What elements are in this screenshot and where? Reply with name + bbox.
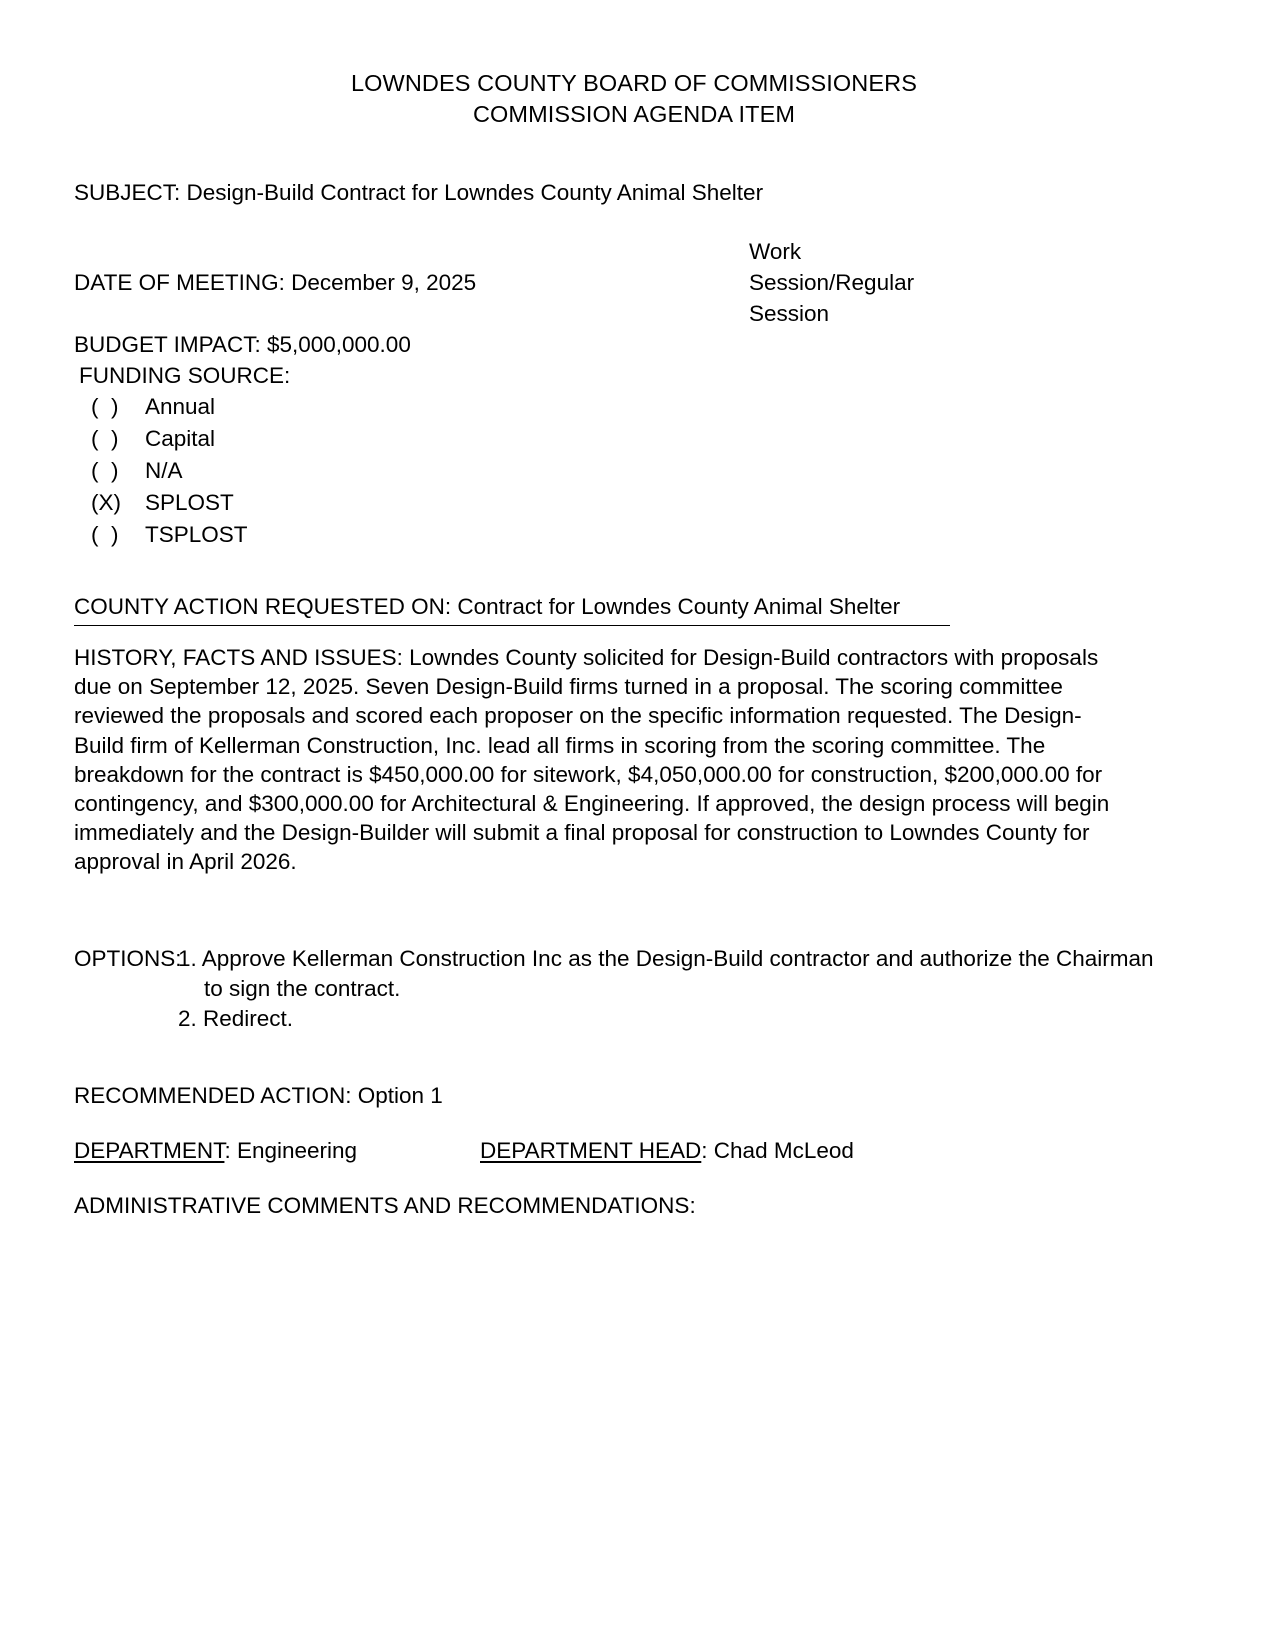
county-action-requested-line: COUNTY ACTION REQUESTED ON: Contract for Lowndes County Animal Shelter xyxy=(74,591,1194,626)
funding-option-annual[interactable] xyxy=(74,391,1194,423)
funding-checkbox-annual[interactable]: ( ) xyxy=(91,394,119,419)
department-head-value: : Chad McLeod xyxy=(701,1137,854,1163)
options-label: OPTIONS: xyxy=(74,945,182,971)
options-body xyxy=(74,944,1158,1034)
header-line-2: COMMISSION AGENDA ITEM xyxy=(472,101,796,127)
session-type-line-1: Work xyxy=(749,239,802,264)
funding-option-label-na: N/A xyxy=(145,458,183,483)
administrative-comments-label: ADMINISTRATIVE COMMENTS AND RECOMMENDATIONS: xyxy=(74,1192,696,1218)
funding-option-label-tsplost: TSPLOST xyxy=(145,522,248,547)
document-content xyxy=(74,0,1194,1221)
funding-source-label: FUNDING SOURCE: xyxy=(79,363,291,388)
department-head-field xyxy=(480,1135,854,1166)
date-of-meeting-line: DATE OF MEETING: December 9, 2025 xyxy=(74,270,477,295)
funding-checkbox-na[interactable]: ( ) xyxy=(91,458,119,483)
document-header xyxy=(74,68,1194,130)
budget-impact-line: BUDGET IMPACT: $5,000,000.00 xyxy=(74,332,411,357)
department-label: DEPARTMENT xyxy=(74,1137,225,1163)
session-type-line-3: Session xyxy=(749,301,830,326)
department-head-label: DEPARTMENT HEAD xyxy=(480,1137,702,1163)
session-type-block xyxy=(749,236,969,329)
funding-checkbox-tsplost[interactable]: ( ) xyxy=(91,522,119,547)
option-1-line-2: to sign the contract. xyxy=(204,975,401,1001)
header-line-1: LOWNDES COUNTY BOARD OF COMMISSIONERS xyxy=(350,70,917,96)
funding-checkbox-splost[interactable]: (X) xyxy=(91,490,121,515)
funding-option-label-annual: Annual xyxy=(145,394,216,419)
options-block xyxy=(74,944,1194,1034)
funding-option-label-capital: Capital xyxy=(145,426,216,451)
funding-option-label-splost: SPLOST xyxy=(145,490,234,515)
department-value: : Engineering xyxy=(224,1137,358,1163)
option-1-line-1: 1. Approve Kellerman Construction Inc as the Design-Build contractor and authorize the Chairman xyxy=(178,945,1154,971)
funding-option-tsplost[interactable] xyxy=(74,519,1194,551)
department-field xyxy=(74,1135,357,1166)
meeting-block xyxy=(74,236,1194,329)
department-row xyxy=(74,1135,1194,1166)
funding-option-capital[interactable] xyxy=(74,423,1194,455)
session-type-line-2: Session/Regular xyxy=(749,270,915,295)
recommended-action-line: RECOMMENDED ACTION: Option 1 xyxy=(74,1082,443,1108)
funding-source-list xyxy=(74,391,1194,551)
option-2: 2. Redirect. xyxy=(178,1005,294,1031)
history-facts-issues-paragraph: HISTORY, FACTS AND ISSUES: Lowndes County solicited for Design-Build contractors with proposals due on September 12, 2025. Seven Design-Build firms turned in a proposal. The scoring committee reviewed the proposals and scored each proposer on the specific information requested. The Design-Build firm of Kellerman Construction, Inc. lead all firms in scoring from the scoring committee. The breakdown for the contract is $450,000.00 for sitework, $4,050,000.00 for construction, $200,000.00 for contingency, and $300,000.00 for Architectural & Engineering. If approved, the design process will begin immediately and the Design-Builder will submit a final proposal for construction to Lowndes County for approval in April 2026. xyxy=(74,645,1110,875)
subject-line: SUBJECT: Design-Build Contract for Lowndes County Animal Shelter xyxy=(74,180,764,205)
funding-option-splost[interactable] xyxy=(74,487,1194,519)
funding-checkbox-capital[interactable]: ( ) xyxy=(91,426,119,451)
funding-option-na[interactable] xyxy=(74,455,1194,487)
